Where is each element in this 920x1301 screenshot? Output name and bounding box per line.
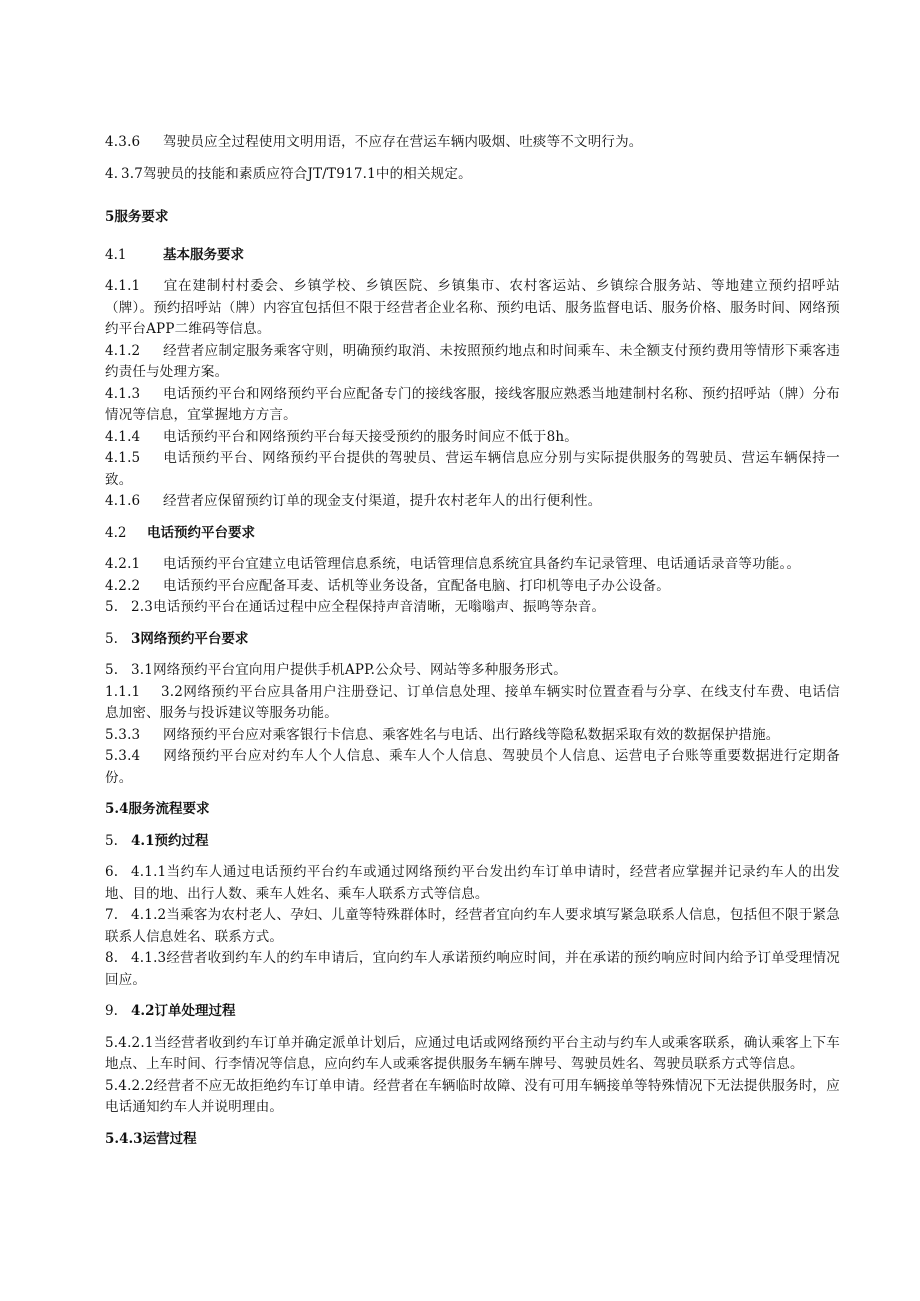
heading-text: 4.1预约过程 [131,832,209,849]
clause-number: 4.1.6 [105,493,141,509]
clause-5-4-1-2 [105,905,840,948]
clause-text: 4.1.3经营者收到约车人的约车申请后，宜向约车人承诺预约响应时间，并在承诺的预约响应时间内给予订单受理情况回应。 [105,950,840,988]
clause-5-4-2-2: 5.4.2.2经营者不应无故拒绝约车订单申请。经营者在车辆临时故障、没有可用车辆接单等特殊情况下无法提供服务时，应电话通知约车人并说明理由。 [105,1077,840,1115]
heading-text: 基本服务要求 [163,246,244,263]
clause-number: 4.2.1 [105,556,141,572]
clause-number: 5.3.3 [105,726,141,743]
clause-number: 4.1.4 [105,428,141,445]
clause-text: 驾驶员应全过程使用文明用语，不应存在营运车辆内吸烟、吐痰等不文明行为。 [163,134,643,150]
clause-number: 4. [105,165,119,182]
clause-4-3-7 [105,164,840,186]
heading-text: 电话预约平台要求 [147,524,255,541]
section-heading-5-4: 5.4服务流程要求 [105,801,210,817]
heading-number: 5. [105,630,118,647]
clause-number: 5. [105,662,119,678]
clause-4-1-3 [105,384,840,427]
clause-5-4-2-1: 5.4.2.1当经营者收到约车订单并确定派单计划后，应通过电话或网络预约平台主动与约车人或乘客联系，确认乘客上下车地点、上车时间、行李情况等信息，应向约车人或乘客提供服务车辆车牌号、驾驶员姓名、驾驶员联系方式等信息。 [105,1034,840,1072]
clause-5-3-3 [105,725,840,747]
clause-4-1-1 [105,276,840,341]
clause-text: 电话预约平台应配备耳麦、话机等业务设备，宜配备电脑、打印机等电子办公设备。 [163,577,670,594]
heading-number: 5. [105,832,118,849]
clause-text: 3.7驾驶员的技能和素质应符合JT/T917.1中的相关规定。 [121,165,472,182]
section-heading-5-4-2 [105,1001,840,1023]
heading-number: 4.1 [105,246,127,263]
heading-number: 9. [105,1003,118,1019]
section-heading-5-3 [105,629,840,651]
clause-text: 2.3电话预约平台在通话过程中应全程保持声音清晰，无嗡嗡声、振鸣等杂音。 [131,599,606,615]
clause-4-1-6 [105,491,840,513]
clause-number: 5.3.4 [105,748,141,764]
clause-text: 网络预约平台应对约车人个人信息、乘车人个人信息、驾驶员个人信息、运营电子台账等重要数据进行定期备份。 [105,748,840,786]
section-heading-4-2 [105,523,840,545]
clause-number: 4.1.3 [105,385,141,402]
section-heading-4-1 [105,245,840,267]
clause-text: 电话预约平台和网络预约平台每天接受预约的服务时间应不低于8h。 [163,428,578,445]
clause-number: 5. [105,599,119,615]
clause-number: 4.1.5 [105,450,141,466]
clause-4-1-4 [105,427,840,449]
heading-number: 4.2 [105,524,127,541]
clause-4-3-6 [105,132,840,154]
clause-4-2-1 [105,554,840,576]
clause-number: 4.2.2 [105,577,141,594]
clause-4-1-2 [105,341,840,384]
clause-number: 4.3.6 [105,134,141,150]
clause-number: 4.1.2 [105,342,141,359]
clause-text: 电话预约平台、网络预约平台提供的驾驶员、营运车辆信息应分别与实际提供服务的驾驶员、营运车辆保持一致。 [105,450,840,488]
heading-text: 3网络预约平台要求 [131,630,249,647]
clause-text: 3.2网络预约平台应具备用户注册登记、订单信息处理、接单车辆实时位置查看与分享、在线支付车费、电话信息加密、服务与投诉建议等服务功能。 [105,683,840,721]
clause-text: 4.1.1当约车人通过电话预约平台约车或通过网络预约平台发出约车订单申请时，经营者应掌握并记录约车人的出发地、目的地、出行人数、乘车人姓名、乘车人联系方式等信息。 [105,864,840,902]
clause-5-3-4 [105,746,840,789]
section-heading-5: 5服务要求 [105,209,169,225]
clause-5-3-2 [105,682,840,725]
clause-5-4-1-1 [105,862,840,905]
clause-5-2-3 [105,597,840,619]
heading-text: 4.2订单处理过程 [131,1003,236,1019]
clause-text: 宜在建制村村委会、乡镇学校、乡镇医院、乡镇集市、农村客运站、乡镇综合服务站、等地建立预约招呼站（牌）。预约招呼站（牌）内容宜包括但不限于经营者企业名称、预约电话、服务监督电话、服务价格、服务时间、网络预约平台APP二维码等信息。 [105,278,840,337]
clause-text: 3.1网络预约平台宜向用户提供手机APP.公众号、网站等多种服务形式。 [131,662,567,678]
clause-5-4-1-3 [105,948,840,991]
clause-4-2-2 [105,576,840,598]
clause-text: 经营者应保留预约订单的现金支付渠道，提升农村老年人的出行便利性。 [163,493,602,509]
clause-text: 网络预约平台应对乘客银行卡信息、乘客姓名与电话、出行路线等隐私数据采取有效的数据保护措施。 [163,726,780,743]
clause-number: 6. [105,864,119,880]
clause-text: 电话预约平台和网络预约平台应配备专门的接线客服，接线客服应熟悉当地建制村名称、预约招呼站（牌）分布情况等信息，宜掌握地方方言。 [105,385,840,423]
clause-text: 电话预约平台宜建立电话管理信息系统，电话管理信息系统宜具备约车记录管理、电话通话录音等功能。。 [163,556,801,572]
clause-number: 8. [105,950,119,966]
section-heading-5-4-1 [105,831,840,853]
clause-number: 7. [105,907,119,923]
clause-number: 1.1.1 [105,683,141,700]
document-page [105,132,840,1150]
clause-4-1-5 [105,448,840,491]
clause-5-3-1 [105,660,840,682]
section-heading-5-4-3: 5.4.3运营过程 [105,1130,197,1147]
clause-text: 4.1.2当乘客为农村老人、孕妇、儿童等特殊群体时，经营者宜向约车人要求填写紧急联系人信息，包括但不限于紧急联系人信息姓名、联系方式。 [105,907,840,945]
clause-number: 4.1.1 [105,278,141,294]
clause-text: 经营者应制定服务乘客守则，明确预约取消、未按照预约地点和时间乘车、未全额支付预约费用等情形下乘客违约责任与处理方案。 [105,342,840,380]
